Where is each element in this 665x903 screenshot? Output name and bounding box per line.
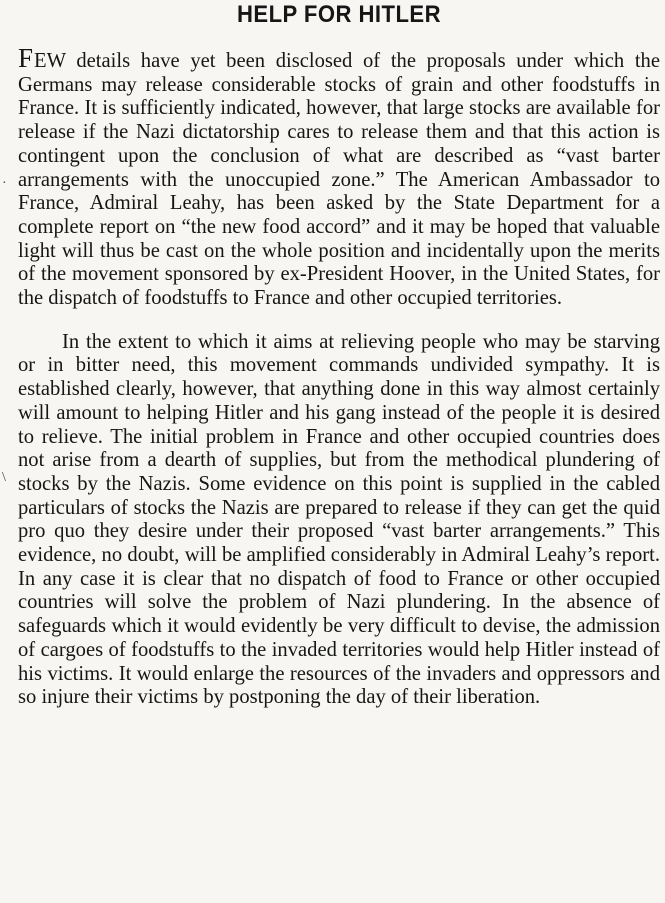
margin-tick-mark: \ <box>2 470 6 485</box>
paragraph-2: In the extent to which it aims at relieving people who may be starving or in bitter need, this movement commands undivided sympathy. It is established clearly, however, that anything done in this way almost certainly will amount to helping Hitler and his gang instead of the people it is desired to relieve. The initial problem in France and other occupied countries does not arise from a dearth of supplies, but from the methodical plundering of stocks by the Nazis. Some evidence on this point is supplied in the cabled particulars of stocks the Nazis are prepared to release if they can get the quid pro quo they desire under their proposed “vast barter arrangements.” This evidence, no doubt, will be amplified considerably in Admiral Leahy’s report. In any case it is clear that no dispatch of food to France or other occupied countries will solve the problem of Nazi plundering. In the absence of safeguards which it would evidently be very difficult to devise, the admission of cargoes of foodstuffs to the invaded territories would help Hitler instead of his victims. It would enlarge the resources of the invaders and oppressors and so injure their victims by postponing the day of their liberation. <box>18 330 660 709</box>
headline: HELP FOR HITLER <box>236 1 441 28</box>
margin-speck: · <box>2 176 7 191</box>
drop-cap-letter: F <box>18 43 35 73</box>
paragraph-1 <box>18 43 660 311</box>
paragraph-1-text: EW details have yet been disclosed of the proposals under which the Germans may release considerable stocks of grain and other foodstuffs in France. It is sufficiently indicated, however, that large stocks are available for release if the Nazi dictatorship cares to release them and that this action is contingent upon the conclusion of what are described as “vast barter arrangements with the unoccupied zone.” The American Ambassador to France, Admiral Leahy, has been asked by the State Department for a complete report on “the new food accord” and it may be hoped that valuable light will thus be cast on the whole position and incidentally upon the merits of the movement sponsored by ex-President Hoover, in the United States, for the dispatch of foodstuffs to France and other occupied territories. <box>18 50 660 310</box>
